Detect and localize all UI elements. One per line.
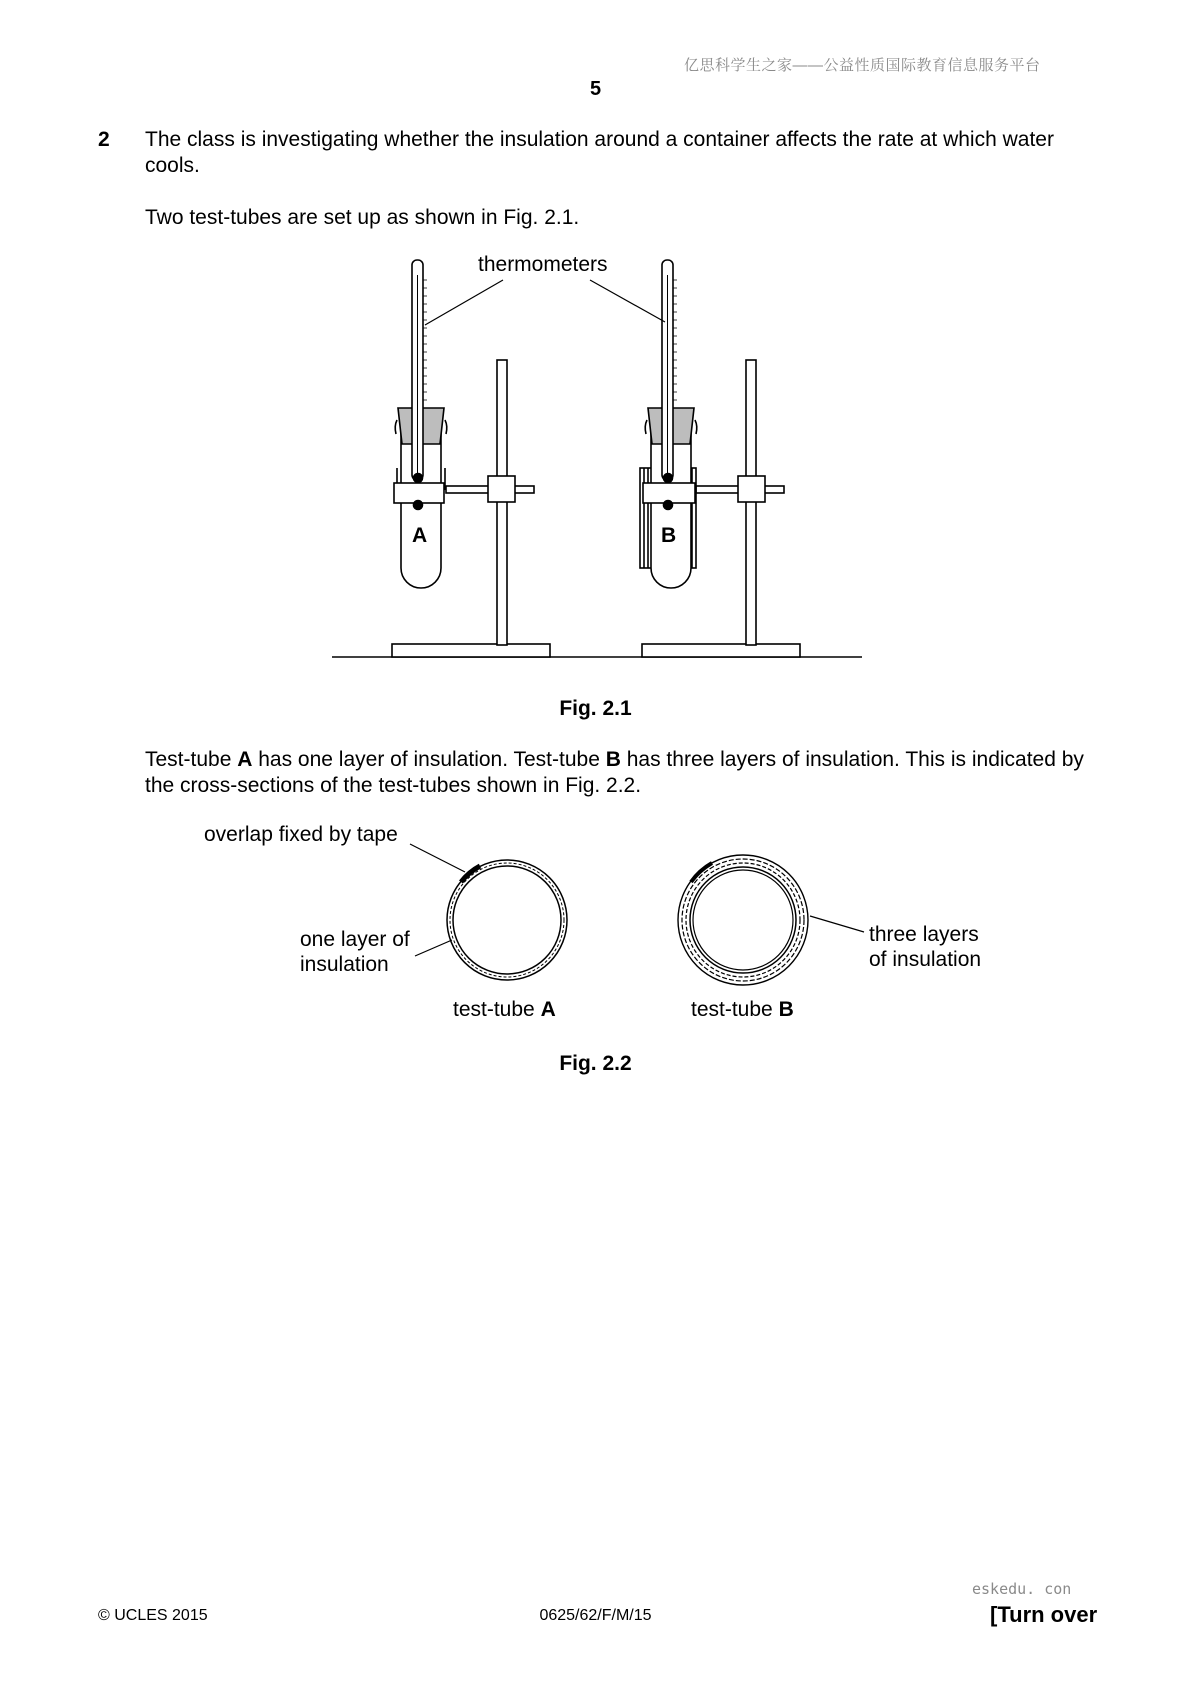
header-watermark: 亿思科学生之家——公益性质国际教育信息服务平台 — [684, 57, 1041, 74]
overlap-label: overlap fixed by tape — [204, 823, 398, 846]
footer-copyright: © UCLES 2015 — [98, 1607, 208, 1624]
site-watermark: eskedu. con — [972, 1580, 1072, 1598]
stand-b-base — [642, 644, 800, 657]
cross-section-b-inner — [690, 867, 796, 973]
thermometer-b-bulb — [664, 474, 673, 483]
question-setup: Two test-tubes are set up as shown in Fig. 2.1. — [145, 206, 580, 229]
fig-2-1-caption: Fig. 2.1 — [559, 697, 632, 720]
question-intro: The class is investigating whether the insulation around a container affects the rate at which water cools. — [145, 128, 1054, 177]
one-layer-label: one layer of insulation — [300, 928, 410, 976]
turn-over: [Turn over — [990, 1602, 1098, 1627]
question-number: 2 — [98, 128, 110, 151]
test-tube-a-label: test-tube A — [453, 998, 556, 1021]
clamp-b-boss — [738, 476, 765, 502]
stand-a-base — [392, 644, 550, 657]
page-number: 5 — [589, 78, 602, 100]
thermometers-label: thermometers — [478, 253, 608, 276]
three-layers-label: three layers of insulation — [869, 923, 982, 971]
thermometer-a-bulb — [414, 474, 423, 483]
test-tube-b-label: test-tube B — [691, 998, 794, 1021]
clamp-a-boss — [488, 476, 515, 502]
cross-section-a-inner — [453, 866, 561, 974]
fig-2-2-caption: Fig. 2.2 — [559, 1052, 632, 1075]
question-description: Test-tube A has one layer of insulation. Test-tube B has three layers of insulation. This is indicated by the cross-sections of the test-tubes shown in Fig. 2.2. — [145, 748, 1084, 797]
tube-a-label: A — [412, 524, 428, 547]
tube-b-label: B — [661, 524, 677, 547]
footer-code: 0625/62/F/M/15 — [539, 1607, 652, 1624]
